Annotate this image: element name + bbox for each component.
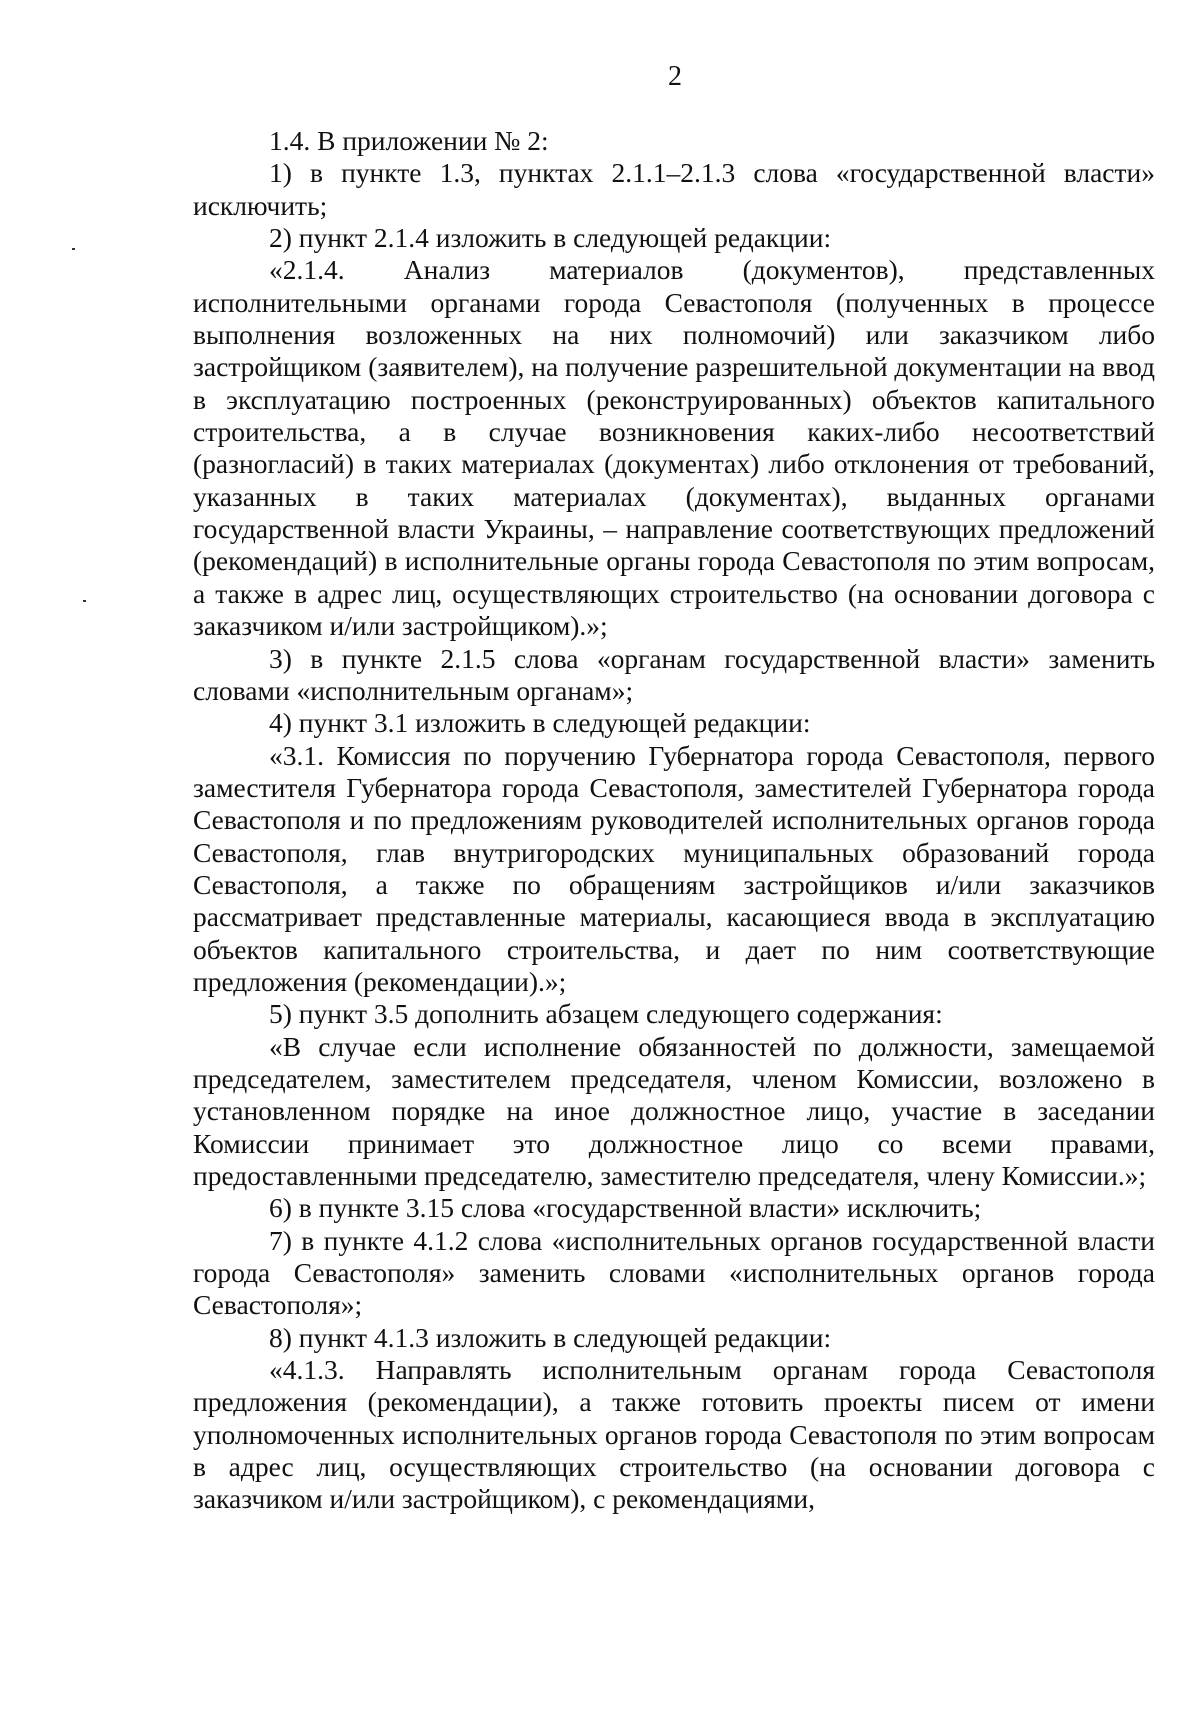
paragraph-item-3: 3) в пункте 2.1.5 слова «органам государственной власти» заменить словами «исполнительным органам»; <box>193 642 1155 706</box>
scan-speck <box>83 600 86 602</box>
scan-speck <box>72 248 75 250</box>
paragraph-quote-3-5: «В случае если исполнение обязанностей по должности, замещаемой председателем, заместителем председателя, членом Комиссии, возложено в установленном порядке на иное должностное лицо, участие в заседании Комиссии принимает это должностное лицо со всеми правами, предоставленными председателю, заместителю председателя, члену Комиссии.»; <box>193 1030 1155 1191</box>
paragraph-item-4: 4) пункт 3.1 изложить в следующей редакции: <box>269 707 811 739</box>
paragraph-item-7: 7) в пункте 4.1.2 слова «исполнительных органов государственной власти города Севастополя» заменить словами «исполнительных органов города Севастополя»; <box>193 1224 1155 1321</box>
paragraph-item-1: 1) в пункте 1.3, пунктах 2.1.1–2.1.3 слова «государственной власти» исключить; <box>193 157 1155 221</box>
paragraph-quote-4-1-3: «4.1.3. Направлять исполнительным органам города Севастополя предложения (рекомендации), а также готовить проекты писем от имени уполномоченных исполнительных органов города Севастополя по этим вопросам в адрес лиц, осуществляющих строительство (на основании договора с заказчиком и/или застройщиком), с рекомендациями, <box>193 1354 1155 1515</box>
paragraph-item-5: 5) пункт 3.5 дополнить абзацем следующего содержания: <box>269 998 943 1030</box>
page-number: 2 <box>668 61 682 92</box>
paragraph-item-2: 2) пункт 2.1.4 изложить в следующей редакции: <box>269 222 832 254</box>
document-body <box>193 125 1155 1516</box>
paragraph-section-1-4: 1.4. В приложении № 2: <box>269 125 549 156</box>
paragraph-quote-2-1-4: «2.1.4. Анализ материалов (документов), представленных исполнительными органами города Севастополя (полученных в процессе выполнения возложенных на них полномочий) или заказчиком либо застройщиком (заявителем), на получение разрешительной документации на ввод в эксплуатацию построенных (реконструированных) объектов капитального строительства, а в случае возникновения каких-либо несоответствий (разногласий) в таких материалах (документах) либо отклонения от требований, указанных в таких материалах (документах), выданных органами государственной власти Украины, – направление соответствующих предложений (рекомендаций) в исполнительные органы города Севастополя по этим вопросам, а также в адрес лиц, осуществляющих строительство (на основании договора с заказчиком и/или застройщиком).»; <box>193 254 1155 642</box>
paragraph-item-8: 8) пункт 4.1.3 изложить в следующей редакции: <box>269 1321 832 1353</box>
paragraph-quote-3-1: «3.1. Комиссия по поручению Губернатора города Севастополя, первого заместителя Губернатора города Севастополя, заместителей Губернатора города Севастополя и по предложениям руководителей исполнительных органов города Севастополя, глав внутригородских муниципальных образований города Севастополя, а также по обращениям застройщиков и/или заказчиков рассматривает представленные материалы, касающиеся ввода в эксплуатацию объектов капитального строительства, и дает по ним соответствующие предложения (рекомендации).»; <box>193 739 1155 997</box>
paragraph-item-6: 6) в пункте 3.15 слова «государственной власти» исключить; <box>269 1192 982 1224</box>
